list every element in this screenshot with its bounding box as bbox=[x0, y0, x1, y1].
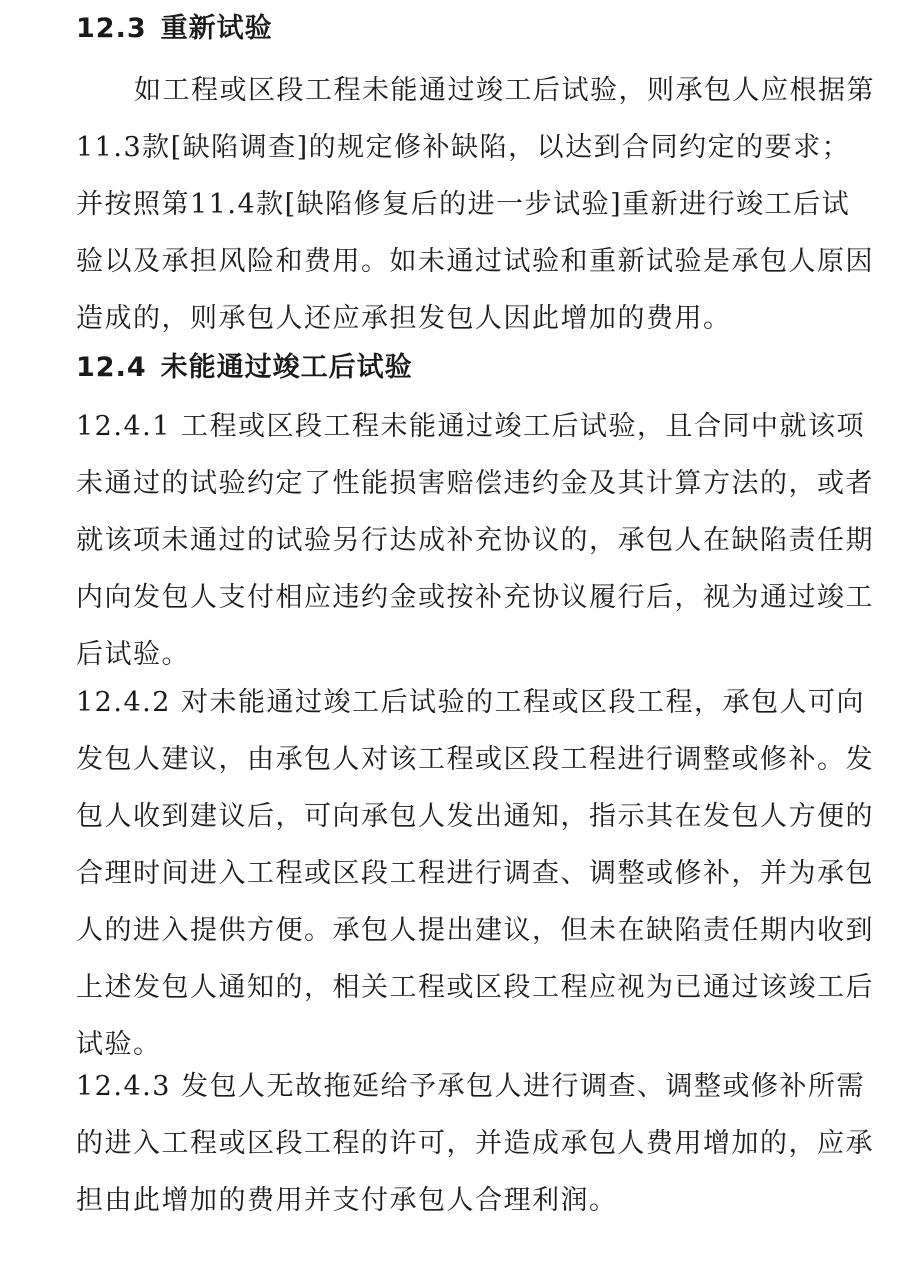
clause-line: 担由此增加的费用并支付承包人合理利润。 bbox=[76, 1185, 618, 1216]
clause-line: 后试验。 bbox=[76, 639, 190, 670]
paragraph-12-3 bbox=[76, 62, 875, 347]
section-title: 未能通过竣工后试验 bbox=[160, 352, 413, 383]
clause-line: 的进入工程或区段工程的许可，并造成承包人费用增加的，应承 bbox=[76, 1128, 874, 1159]
clause-12-4-1 bbox=[76, 398, 874, 683]
section-title: 重新试验 bbox=[160, 13, 273, 44]
clause-line: 12.4.1 工程或区段工程未能通过竣工后试验，且合同中就该项 bbox=[76, 411, 865, 442]
clause-line: 包人收到建议后，可向承包人发出通知，指示其在发包人方便的 bbox=[76, 801, 874, 832]
clause-line: 上述发包人通知的，相关工程或区段工程应视为已通过该竣工后 bbox=[76, 972, 874, 1003]
clause-line: 合理时间进入工程或区段工程进行调查、调整或修补，并为承包 bbox=[76, 858, 874, 889]
clause-line: 12.4.3 发包人无故拖延给予承包人进行调查、调整或修补所需 bbox=[76, 1071, 865, 1102]
clause-line: 12.4.2 对未能通过竣工后试验的工程或区段工程，承包人可向 bbox=[76, 687, 865, 718]
paragraph-line: 造成的，则承包人还应承担发包人因此增加的费用。 bbox=[76, 303, 732, 334]
paragraph-line: 11.3款[缺陷调查]的规定修补缺陷，以达到合同约定的要求； bbox=[76, 132, 851, 163]
clause-line: 试验。 bbox=[76, 1029, 162, 1060]
section-number: 12.4 bbox=[76, 352, 147, 383]
section-number: 12.3 bbox=[76, 13, 147, 44]
section-heading-12-4 bbox=[76, 345, 413, 384]
clause-line: 内向发包人支付相应违约金或按补充协议履行后，视为通过竣工 bbox=[76, 582, 874, 613]
clause-line: 发包人建议，由承包人对该工程或区段工程进行调整或修补。发 bbox=[76, 744, 874, 775]
paragraph-line: 如工程或区段工程未能通过竣工后试验，则承包人应根据第 bbox=[134, 75, 875, 106]
paragraph-line: 并按照第11.4款[缺陷修复后的进一步试验]重新进行竣工后试 bbox=[76, 189, 851, 220]
clause-12-4-2 bbox=[76, 674, 874, 1073]
clause-line: 人的进入提供方便。承包人提出建议，但未在缺陷责任期内收到 bbox=[76, 915, 874, 946]
clause-line: 就该项未通过的试验另行达成补充协议的，承包人在缺陷责任期 bbox=[76, 525, 874, 556]
paragraph-line: 验以及承担风险和费用。如未通过试验和重新试验是承包人原因 bbox=[76, 246, 874, 277]
clause-line: 未通过的试验约定了性能损害赔偿违约金及其计算方法的，或者 bbox=[76, 468, 874, 499]
section-heading-12-3 bbox=[76, 6, 273, 45]
clause-12-4-3 bbox=[76, 1058, 874, 1229]
